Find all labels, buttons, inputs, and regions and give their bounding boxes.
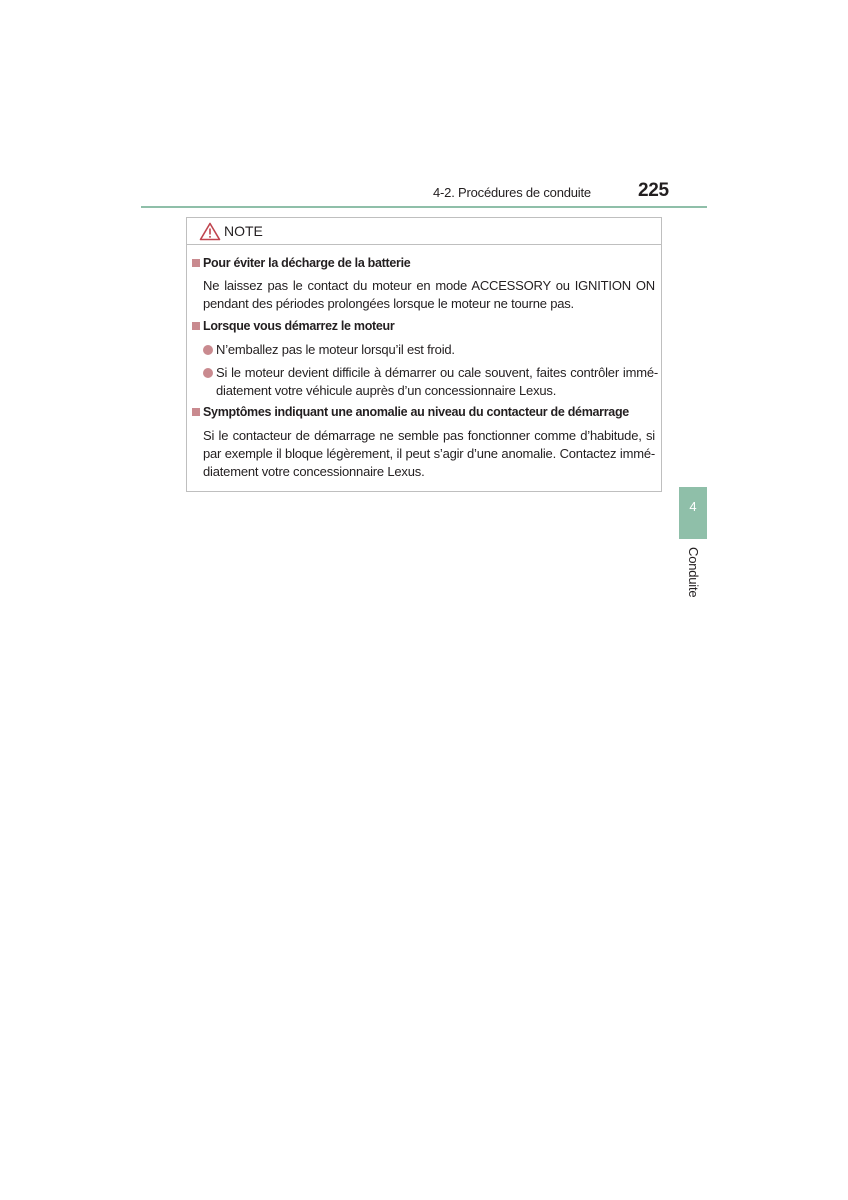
note-header: [187, 218, 661, 245]
list-item-line: diatement votre véhicule auprès d’un concessionnaire Lexus.: [216, 383, 557, 398]
warning-triangle-icon: [199, 222, 221, 241]
chapter-tab: [679, 487, 707, 539]
section-paragraph-start-switch: [203, 427, 655, 481]
section-paragraph-battery: [203, 277, 655, 313]
section-heading-starting: [192, 319, 394, 333]
paragraph-line: pendant des périodes prolongées lorsque le moteur ne tourne pas.: [203, 296, 574, 311]
header-divider: [141, 206, 707, 208]
section-heading-text: Symptômes indiquant une anomalie au niveau du contacteur de démarrage: [203, 405, 629, 419]
list-item-line: Si le moteur devient difficile à démarrer ou cale souvent, faites contrôler immé-: [216, 365, 658, 380]
paragraph-line: par exemple il bloque légèrement, il peut s’agir d’une anomalie. Contactez immé-: [203, 446, 655, 461]
note-title: NOTE: [224, 223, 263, 239]
section-heading-text: Pour éviter la décharge de la batterie: [203, 256, 411, 270]
section-title: 4-2. Procédures de conduite: [433, 185, 591, 200]
list-item-text: [216, 364, 658, 400]
paragraph-line: Ne laissez pas le contact du moteur en mode ACCESSORY ou IGNITION ON: [203, 278, 655, 293]
paragraph-line: diatement votre concessionnaire Lexus.: [203, 464, 425, 479]
note-box: [186, 217, 662, 492]
section-heading-battery: [192, 256, 410, 270]
chapter-number: 4: [689, 499, 697, 514]
square-bullet-icon: [192, 259, 200, 267]
list-item-line: N’emballez pas le moteur lorsqu’il est froid.: [216, 342, 455, 357]
section-heading-text: Lorsque vous démarrez le moteur: [203, 319, 395, 333]
section-heading-start-switch: [192, 405, 629, 419]
round-bullet-icon: [203, 345, 213, 355]
chapter-label: Conduite: [686, 547, 701, 598]
paragraph-line: Si le contacteur de démarrage ne semble pas fonctionner comme d’habitude, si: [203, 428, 655, 443]
list-item-text: [216, 341, 658, 359]
round-bullet-icon: [203, 368, 213, 378]
square-bullet-icon: [192, 408, 200, 416]
square-bullet-icon: [192, 322, 200, 330]
page-number: 225: [638, 180, 669, 201]
